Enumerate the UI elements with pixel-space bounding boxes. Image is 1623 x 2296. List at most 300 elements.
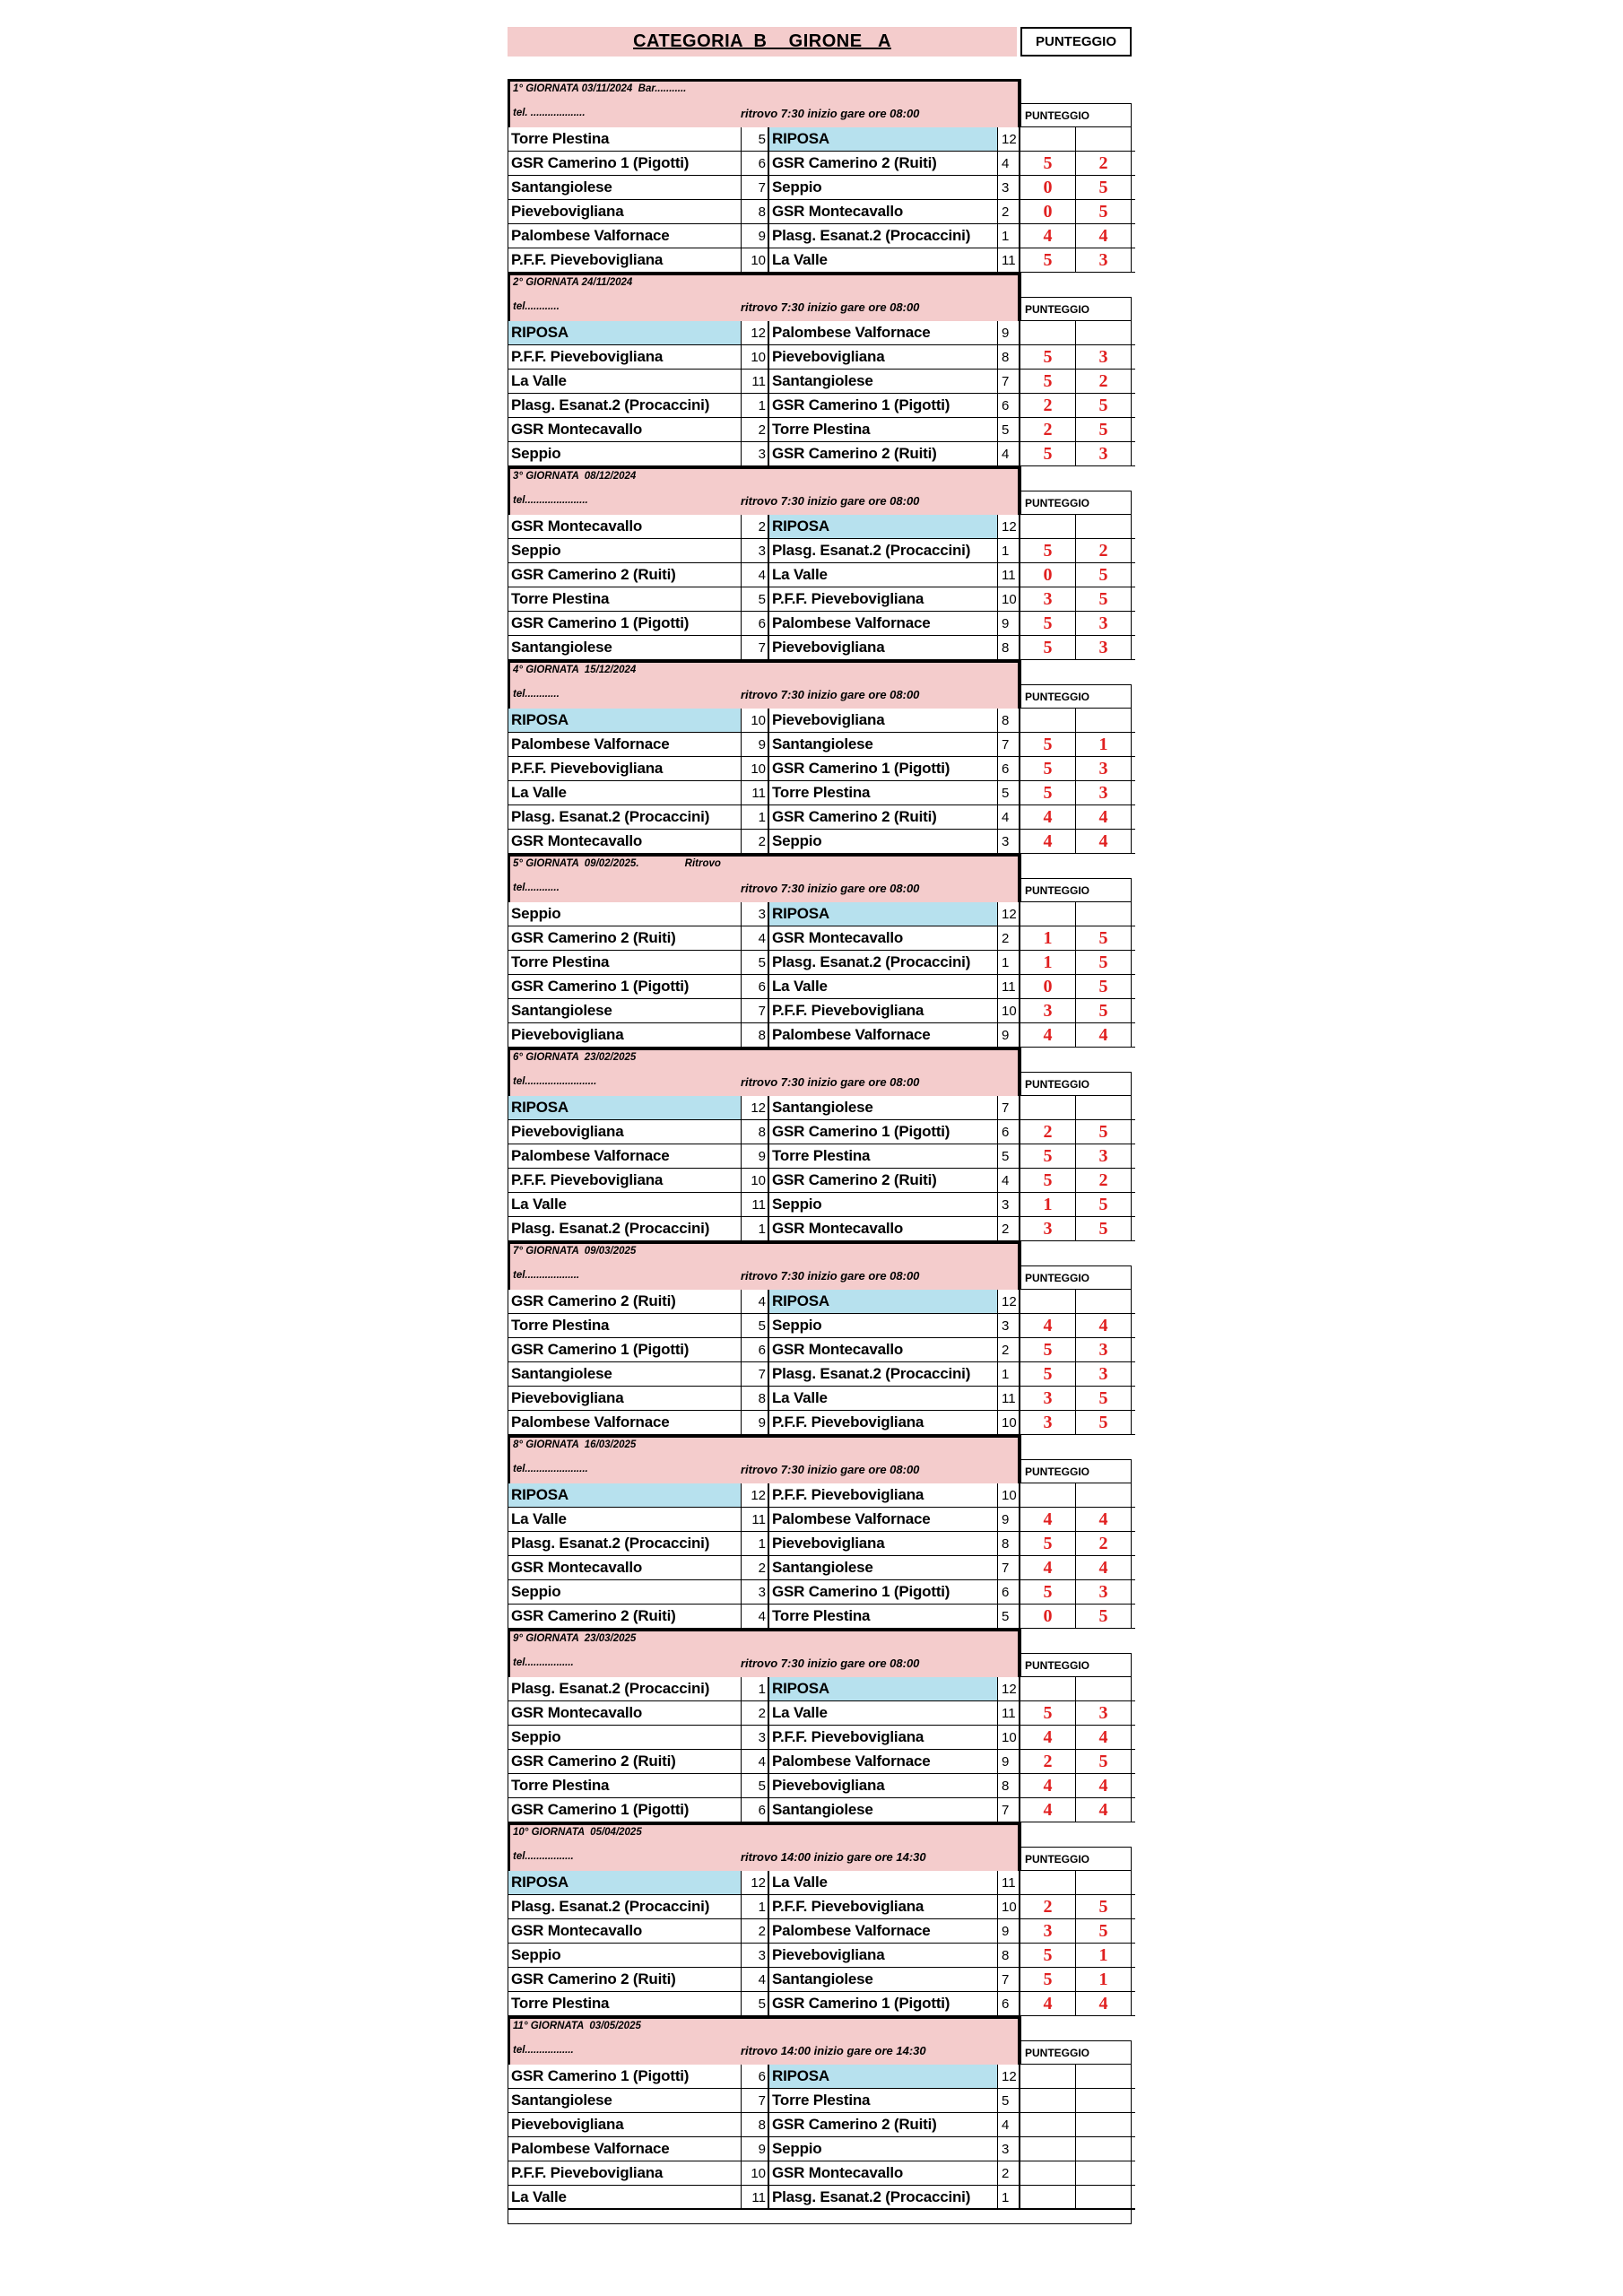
home-team-number: 3 bbox=[741, 1580, 768, 1604]
home-team: GSR Montecavallo bbox=[508, 1919, 741, 1943]
matchday-score-spacer bbox=[1020, 660, 1132, 684]
matchday-punteggio-label: PUNTEGGIO bbox=[1020, 1072, 1132, 1096]
away-team: GSR Camerino 1 (Pigotti) bbox=[768, 1580, 997, 1604]
home-team-number: 1 bbox=[741, 1532, 768, 1555]
match-row bbox=[508, 781, 1135, 805]
away-score bbox=[1076, 709, 1132, 732]
home-team-number: 5 bbox=[741, 1774, 768, 1797]
home-team: Pieveboviglianа bbox=[508, 1120, 741, 1144]
home-team: RIPOSA bbox=[508, 1483, 741, 1507]
home-team-number: 7 bbox=[741, 636, 768, 659]
home-team-number: 7 bbox=[741, 999, 768, 1022]
home-score: 1 bbox=[1020, 926, 1076, 950]
away-team: Seppio bbox=[768, 2137, 997, 2161]
away-team: Torre Plestina bbox=[768, 1605, 997, 1628]
away-score: 4 bbox=[1076, 805, 1132, 829]
away-score: 4 bbox=[1076, 1726, 1132, 1749]
home-team: P.F.F. Pieveboviglianа bbox=[508, 248, 741, 272]
home-team-number: 12 bbox=[741, 321, 768, 344]
matchday-phone: tel................. bbox=[513, 2045, 574, 2056]
matchday-date: 3° GIORNATA 08/12/2024 bbox=[513, 471, 637, 482]
home-team: Palombese Valfornace bbox=[508, 733, 741, 756]
home-team: Torre Plestina bbox=[508, 951, 741, 974]
away-team: GSR Camerino 2 (Ruiti) bbox=[768, 805, 997, 829]
matchday-meeting-time: ritrovo 7:30 inizio gare ore 08:00 bbox=[741, 1269, 920, 1283]
away-score bbox=[1076, 515, 1132, 538]
away-team-number: 2 bbox=[997, 200, 1020, 223]
away-team-number: 12 bbox=[997, 515, 1020, 538]
matchday-date: 11° GIORNATA 03/05/2025 bbox=[513, 2021, 641, 2031]
away-score: 5 bbox=[1076, 975, 1132, 998]
matchday-date: 2° GIORNATA 24/11/2024 bbox=[513, 277, 633, 288]
away-score: 5 bbox=[1076, 200, 1132, 223]
home-team: Pieveboviglianа bbox=[508, 1023, 741, 1047]
home-score bbox=[1020, 2161, 1076, 2185]
home-team-number: 9 bbox=[741, 224, 768, 248]
matchday-meeting-time: ritrovo 7:30 inizio gare ore 08:00 bbox=[741, 882, 920, 895]
away-score: 5 bbox=[1076, 1750, 1132, 1773]
home-score: 5 bbox=[1020, 757, 1076, 780]
home-team: Torre Plestina bbox=[508, 127, 741, 151]
match-row bbox=[508, 1677, 1135, 1701]
match-row bbox=[508, 1750, 1135, 1774]
home-team: Santangiolese bbox=[508, 2089, 741, 2112]
home-team: Torre Plestina bbox=[508, 587, 741, 611]
away-team: Pieveboviglianа bbox=[768, 345, 997, 369]
matchday-date: 6° GIORNATA 23/02/2025 bbox=[513, 1052, 637, 1063]
matchday-meeting-time: ritrovo 14:00 inizio gare ore 14:30 bbox=[741, 1850, 926, 1864]
table-end-row bbox=[508, 2210, 1132, 2224]
home-team-number: 1 bbox=[741, 394, 768, 417]
away-team: Pieveboviglianа bbox=[768, 1774, 997, 1797]
home-team: Seppio bbox=[508, 902, 741, 926]
home-score: 5 bbox=[1020, 1968, 1076, 1991]
home-score bbox=[1020, 1677, 1076, 1700]
home-team: Santangiolese bbox=[508, 176, 741, 199]
home-score: 5 bbox=[1020, 345, 1076, 369]
match-row bbox=[508, 1944, 1135, 1968]
away-team-number: 9 bbox=[997, 1508, 1020, 1531]
away-team: GSR Camerino 1 (Pigotti) bbox=[768, 1992, 997, 2015]
away-team-number: 10 bbox=[997, 1411, 1020, 1434]
home-score bbox=[1020, 515, 1076, 538]
home-team-number: 12 bbox=[741, 1483, 768, 1507]
match-row bbox=[508, 1895, 1135, 1919]
match-row bbox=[508, 2186, 1135, 2210]
away-team-number: 3 bbox=[997, 830, 1020, 853]
home-team-number: 3 bbox=[741, 1726, 768, 1749]
match-row bbox=[508, 587, 1135, 612]
home-team-number: 1 bbox=[741, 1895, 768, 1918]
away-score: 5 bbox=[1076, 1387, 1132, 1410]
matchday-score-spacer bbox=[1020, 273, 1132, 297]
match-row bbox=[508, 345, 1135, 370]
matchday-punteggio-label: PUNTEGGIO bbox=[1020, 1265, 1132, 1290]
home-team: Torre Plestina bbox=[508, 1314, 741, 1337]
away-team-number: 9 bbox=[997, 321, 1020, 344]
match-row bbox=[508, 1508, 1135, 1532]
home-team-number: 5 bbox=[741, 1314, 768, 1337]
away-score: 3 bbox=[1076, 636, 1132, 659]
away-team: GSR Montecavallo bbox=[768, 1217, 997, 1240]
home-score: 2 bbox=[1020, 418, 1076, 441]
away-score bbox=[1076, 127, 1132, 151]
match-row bbox=[508, 200, 1135, 224]
away-team: Pieveboviglianа bbox=[768, 1532, 997, 1555]
matchday-phone: tel................... bbox=[513, 1270, 580, 1281]
home-score bbox=[1020, 709, 1076, 732]
away-team: Pieveboviglianа bbox=[768, 636, 997, 659]
match-row bbox=[508, 1532, 1135, 1556]
home-score bbox=[1020, 321, 1076, 344]
home-score: 5 bbox=[1020, 1580, 1076, 1604]
matchday-block bbox=[508, 466, 1135, 660]
home-team: GSR Camerino 1 (Pigotti) bbox=[508, 2065, 741, 2088]
away-team: Palombese Valfornace bbox=[768, 1023, 997, 1047]
home-score: 5 bbox=[1020, 733, 1076, 756]
match-row bbox=[508, 999, 1135, 1023]
home-score: 3 bbox=[1020, 1387, 1076, 1410]
away-team: GSR Camerino 1 (Pigotti) bbox=[768, 394, 997, 417]
away-score: 3 bbox=[1076, 345, 1132, 369]
match-row bbox=[508, 636, 1135, 660]
category-title-text: CATEGORIA B GIRONE A bbox=[633, 31, 891, 51]
away-team-number: 5 bbox=[997, 418, 1020, 441]
away-team: Torre Plestina bbox=[768, 2089, 997, 2112]
matchday-header bbox=[508, 1822, 1135, 1871]
home-team: GSR Camerino 1 (Pigotti) bbox=[508, 152, 741, 175]
away-team-number: 3 bbox=[997, 2137, 1020, 2161]
matchday-phone: tel................. bbox=[513, 1657, 574, 1668]
away-team-number: 7 bbox=[997, 1798, 1020, 1822]
home-score: 5 bbox=[1020, 636, 1076, 659]
match-row bbox=[508, 418, 1135, 442]
away-score: 2 bbox=[1076, 539, 1132, 562]
away-score: 3 bbox=[1076, 1580, 1132, 1604]
away-team-number: 10 bbox=[997, 1726, 1020, 1749]
home-team-number: 6 bbox=[741, 612, 768, 635]
home-team-number: 5 bbox=[741, 127, 768, 151]
home-team: La Valle bbox=[508, 1193, 741, 1216]
home-team: GSR Camerino 1 (Pigotti) bbox=[508, 1798, 741, 1822]
away-score: 2 bbox=[1076, 370, 1132, 393]
away-team: La Valle bbox=[768, 1387, 997, 1410]
matchday-meeting-time: ritrovo 7:30 inizio gare ore 08:00 bbox=[741, 1657, 920, 1670]
away-score: 2 bbox=[1076, 152, 1132, 175]
home-score: 0 bbox=[1020, 1605, 1076, 1628]
match-row bbox=[508, 224, 1135, 248]
home-team: Palombese Valfornace bbox=[508, 2137, 741, 2161]
away-score: 1 bbox=[1076, 1944, 1132, 1967]
home-team-number: 6 bbox=[741, 1338, 768, 1361]
away-score bbox=[1076, 1483, 1132, 1507]
matchday-meeting-time: ritrovo 7:30 inizio gare ore 08:00 bbox=[741, 688, 920, 701]
home-team-number: 2 bbox=[741, 418, 768, 441]
home-score: 5 bbox=[1020, 1701, 1076, 1725]
away-score bbox=[1076, 2161, 1132, 2185]
away-team-number: 9 bbox=[997, 612, 1020, 635]
matchday-block bbox=[508, 1822, 1135, 2016]
away-score: 5 bbox=[1076, 176, 1132, 199]
matchday-header bbox=[508, 1241, 1135, 1290]
match-row bbox=[508, 830, 1135, 854]
match-row bbox=[508, 176, 1135, 200]
home-score: 4 bbox=[1020, 830, 1076, 853]
home-team-number: 4 bbox=[741, 1605, 768, 1628]
away-score bbox=[1076, 1290, 1132, 1313]
away-team-number: 10 bbox=[997, 1483, 1020, 1507]
home-score: 3 bbox=[1020, 1919, 1076, 1943]
home-score: 5 bbox=[1020, 1144, 1076, 1168]
away-score: 3 bbox=[1076, 248, 1132, 272]
home-team: Pieveboviglianа bbox=[508, 200, 741, 223]
home-team-number: 10 bbox=[741, 2161, 768, 2185]
away-score: 3 bbox=[1076, 1144, 1132, 1168]
home-score: 3 bbox=[1020, 1411, 1076, 1434]
away-score: 5 bbox=[1076, 394, 1132, 417]
home-team-number: 5 bbox=[741, 587, 768, 611]
away-team-number: 11 bbox=[997, 975, 1020, 998]
away-score: 3 bbox=[1076, 1362, 1132, 1386]
matchday-score-spacer bbox=[1020, 1435, 1132, 1459]
category-title bbox=[508, 27, 1017, 57]
match-row bbox=[508, 539, 1135, 563]
away-team: P.F.F. Pieveboviglianа bbox=[768, 1483, 997, 1507]
away-team-number: 12 bbox=[997, 1677, 1020, 1700]
away-score: 2 bbox=[1076, 1532, 1132, 1555]
away-score: 3 bbox=[1076, 612, 1132, 635]
away-team-number: 11 bbox=[997, 1387, 1020, 1410]
away-team-number: 7 bbox=[997, 1096, 1020, 1119]
home-team-number: 9 bbox=[741, 1144, 768, 1168]
matchday-punteggio-label: PUNTEGGIO bbox=[1020, 1459, 1132, 1483]
away-team-number: 1 bbox=[997, 951, 1020, 974]
matchday-meeting-time: ritrovo 7:30 inizio gare ore 08:00 bbox=[741, 107, 920, 120]
away-score: 5 bbox=[1076, 1919, 1132, 1943]
away-team-number: 12 bbox=[997, 2065, 1020, 2088]
match-row bbox=[508, 1701, 1135, 1726]
away-team-number: 10 bbox=[997, 587, 1020, 611]
matchday-header bbox=[508, 2016, 1135, 2065]
away-team-number: 2 bbox=[997, 1217, 1020, 1240]
match-row bbox=[508, 1217, 1135, 1241]
home-team-number: 6 bbox=[741, 975, 768, 998]
matchday-punteggio-label: PUNTEGGIO bbox=[1020, 297, 1132, 321]
away-score: 4 bbox=[1076, 1798, 1132, 1822]
home-team: Santangiolese bbox=[508, 636, 741, 659]
match-row bbox=[508, 902, 1135, 926]
home-team: La Valle bbox=[508, 781, 741, 804]
match-row bbox=[508, 975, 1135, 999]
match-row bbox=[508, 1798, 1135, 1822]
away-team: Torre Plestina bbox=[768, 418, 997, 441]
away-team: Torre Plestina bbox=[768, 1144, 997, 1168]
home-team-number: 9 bbox=[741, 733, 768, 756]
away-team: GSR Camerino 2 (Ruiti) bbox=[768, 152, 997, 175]
home-team: GSR Camerino 1 (Pigotti) bbox=[508, 975, 741, 998]
matchday-header bbox=[508, 79, 1135, 127]
away-score: 5 bbox=[1076, 926, 1132, 950]
home-team: Seppio bbox=[508, 539, 741, 562]
home-team: Plasg. Esanat.2 (Procaccini) bbox=[508, 394, 741, 417]
home-team-number: 8 bbox=[741, 200, 768, 223]
away-team: Plasg. Esanat.2 (Procaccini) bbox=[768, 224, 997, 248]
home-team-number: 11 bbox=[741, 370, 768, 393]
matchday-phone: tel...................... bbox=[513, 495, 588, 506]
away-team-number: 8 bbox=[997, 1532, 1020, 1555]
match-row bbox=[508, 1919, 1135, 1944]
away-team: Santangiolese bbox=[768, 1968, 997, 1991]
matchday-date: 7° GIORNATA 09/03/2025 bbox=[513, 1246, 637, 1257]
away-team-number: 1 bbox=[997, 1362, 1020, 1386]
home-team: Santangiolese bbox=[508, 1362, 741, 1386]
home-score: 5 bbox=[1020, 1944, 1076, 1967]
away-team: Seppio bbox=[768, 1314, 997, 1337]
away-score: 5 bbox=[1076, 999, 1132, 1022]
matchday-score-spacer bbox=[1020, 1048, 1132, 1072]
away-team: Seppio bbox=[768, 176, 997, 199]
home-team: RIPOSA bbox=[508, 709, 741, 732]
away-team: GSR Montecavallo bbox=[768, 2161, 997, 2185]
matchday-header bbox=[508, 1629, 1135, 1677]
matchday-block bbox=[508, 2016, 1135, 2210]
home-team: GSR Camerino 1 (Pigotti) bbox=[508, 1338, 741, 1361]
home-team: GSR Montecavallo bbox=[508, 1701, 741, 1725]
away-score bbox=[1076, 2089, 1132, 2112]
matchday-phone: tel................. bbox=[513, 1851, 574, 1862]
home-score: 0 bbox=[1020, 176, 1076, 199]
away-score bbox=[1076, 321, 1132, 344]
match-row bbox=[508, 248, 1135, 273]
home-score bbox=[1020, 2186, 1076, 2209]
home-score: 4 bbox=[1020, 1023, 1076, 1047]
matchday-punteggio-label: PUNTEGGIO bbox=[1020, 1847, 1132, 1871]
matchday-score-spacer bbox=[1020, 1629, 1132, 1653]
matchday-header bbox=[508, 660, 1135, 709]
match-row bbox=[508, 321, 1135, 345]
matchday-block bbox=[508, 1241, 1135, 1435]
away-team-number: 5 bbox=[997, 1605, 1020, 1628]
away-score: 3 bbox=[1076, 442, 1132, 465]
home-score: 0 bbox=[1020, 975, 1076, 998]
home-team-number: 4 bbox=[741, 563, 768, 587]
away-team-number: 12 bbox=[997, 127, 1020, 151]
home-team-number: 11 bbox=[741, 1193, 768, 1216]
home-score: 5 bbox=[1020, 1338, 1076, 1361]
home-team-number: 12 bbox=[741, 1096, 768, 1119]
away-team: Seppio bbox=[768, 1193, 997, 1216]
home-team-number: 10 bbox=[741, 757, 768, 780]
away-team: GSR Camerino 2 (Ruiti) bbox=[768, 1169, 997, 1192]
match-row bbox=[508, 1774, 1135, 1798]
away-score: 5 bbox=[1076, 1193, 1132, 1216]
home-team: Palombese Valfornace bbox=[508, 1144, 741, 1168]
away-team: RIPOSA bbox=[768, 515, 997, 538]
away-score: 5 bbox=[1076, 1217, 1132, 1240]
matchday-header bbox=[508, 1048, 1135, 1096]
home-team-number: 2 bbox=[741, 1701, 768, 1725]
away-team: GSR Camerino 2 (Ruiti) bbox=[768, 2113, 997, 2136]
away-team: Plasg. Esanat.2 (Procaccini) bbox=[768, 539, 997, 562]
schedule-sheet bbox=[508, 25, 1135, 2224]
match-row bbox=[508, 1120, 1135, 1144]
away-team: Seppio bbox=[768, 830, 997, 853]
away-score: 5 bbox=[1076, 418, 1132, 441]
home-team: Palombese Valfornace bbox=[508, 1411, 741, 1434]
away-team-number: 12 bbox=[997, 902, 1020, 926]
home-team-number: 10 bbox=[741, 1169, 768, 1192]
match-row bbox=[508, 951, 1135, 975]
matchday-block bbox=[508, 854, 1135, 1048]
away-score bbox=[1076, 902, 1132, 926]
match-row bbox=[508, 1726, 1135, 1750]
home-team-number: 1 bbox=[741, 1677, 768, 1700]
match-row bbox=[508, 733, 1135, 757]
home-team: Seppio bbox=[508, 1726, 741, 1749]
home-score: 4 bbox=[1020, 805, 1076, 829]
matchday-score-spacer bbox=[1020, 854, 1132, 878]
away-team-number: 3 bbox=[997, 1314, 1020, 1337]
home-team-number: 2 bbox=[741, 1919, 768, 1943]
home-team-number: 5 bbox=[741, 1992, 768, 2015]
away-score bbox=[1076, 1871, 1132, 1894]
home-score: 5 bbox=[1020, 248, 1076, 272]
away-team-number: 1 bbox=[997, 224, 1020, 248]
home-score bbox=[1020, 902, 1076, 926]
home-team-number: 2 bbox=[741, 515, 768, 538]
away-team: La Valle bbox=[768, 1701, 997, 1725]
home-score: 3 bbox=[1020, 587, 1076, 611]
home-team-number: 10 bbox=[741, 248, 768, 272]
away-team: RIPOSA bbox=[768, 1290, 997, 1313]
match-row bbox=[508, 442, 1135, 466]
home-team-number: 1 bbox=[741, 805, 768, 829]
home-score: 5 bbox=[1020, 152, 1076, 175]
home-score: 4 bbox=[1020, 1508, 1076, 1531]
away-team: P.F.F. Pieveboviglianа bbox=[768, 999, 997, 1022]
away-score bbox=[1076, 1677, 1132, 1700]
away-score: 1 bbox=[1076, 733, 1132, 756]
away-team: Palombese Valfornace bbox=[768, 1919, 997, 1943]
match-row bbox=[508, 1169, 1135, 1193]
home-team: Pieveboviglianа bbox=[508, 1387, 741, 1410]
away-score: 4 bbox=[1076, 224, 1132, 248]
home-team: P.F.F. Pieveboviglianа bbox=[508, 2161, 741, 2185]
home-team: Torre Plestina bbox=[508, 1774, 741, 1797]
matchday-score-spacer bbox=[1020, 1822, 1132, 1847]
away-team: Plasg. Esanat.2 (Procaccini) bbox=[768, 2186, 997, 2209]
away-score: 5 bbox=[1076, 587, 1132, 611]
away-score: 3 bbox=[1076, 757, 1132, 780]
matchday-meeting-time: ritrovo 7:30 inizio gare ore 08:00 bbox=[741, 494, 920, 508]
away-team-number: 8 bbox=[997, 636, 1020, 659]
away-team-number: 4 bbox=[997, 805, 1020, 829]
match-row bbox=[508, 805, 1135, 830]
home-team: GSR Montecavallo bbox=[508, 830, 741, 853]
away-team: RIPOSA bbox=[768, 127, 997, 151]
home-team: La Valle bbox=[508, 1508, 741, 1531]
home-team: Torre Plestina bbox=[508, 1992, 741, 2015]
matchday-phone: tel............ bbox=[513, 301, 560, 312]
away-team-number: 6 bbox=[997, 1992, 1020, 2015]
home-score: 1 bbox=[1020, 1193, 1076, 1216]
away-score bbox=[1076, 2065, 1132, 2088]
home-score bbox=[1020, 2065, 1076, 2088]
matchday-date: 4° GIORNATA 15/12/2024 bbox=[513, 665, 637, 675]
away-team-number: 2 bbox=[997, 1338, 1020, 1361]
match-row bbox=[508, 1023, 1135, 1048]
away-team-number: 11 bbox=[997, 1871, 1020, 1894]
